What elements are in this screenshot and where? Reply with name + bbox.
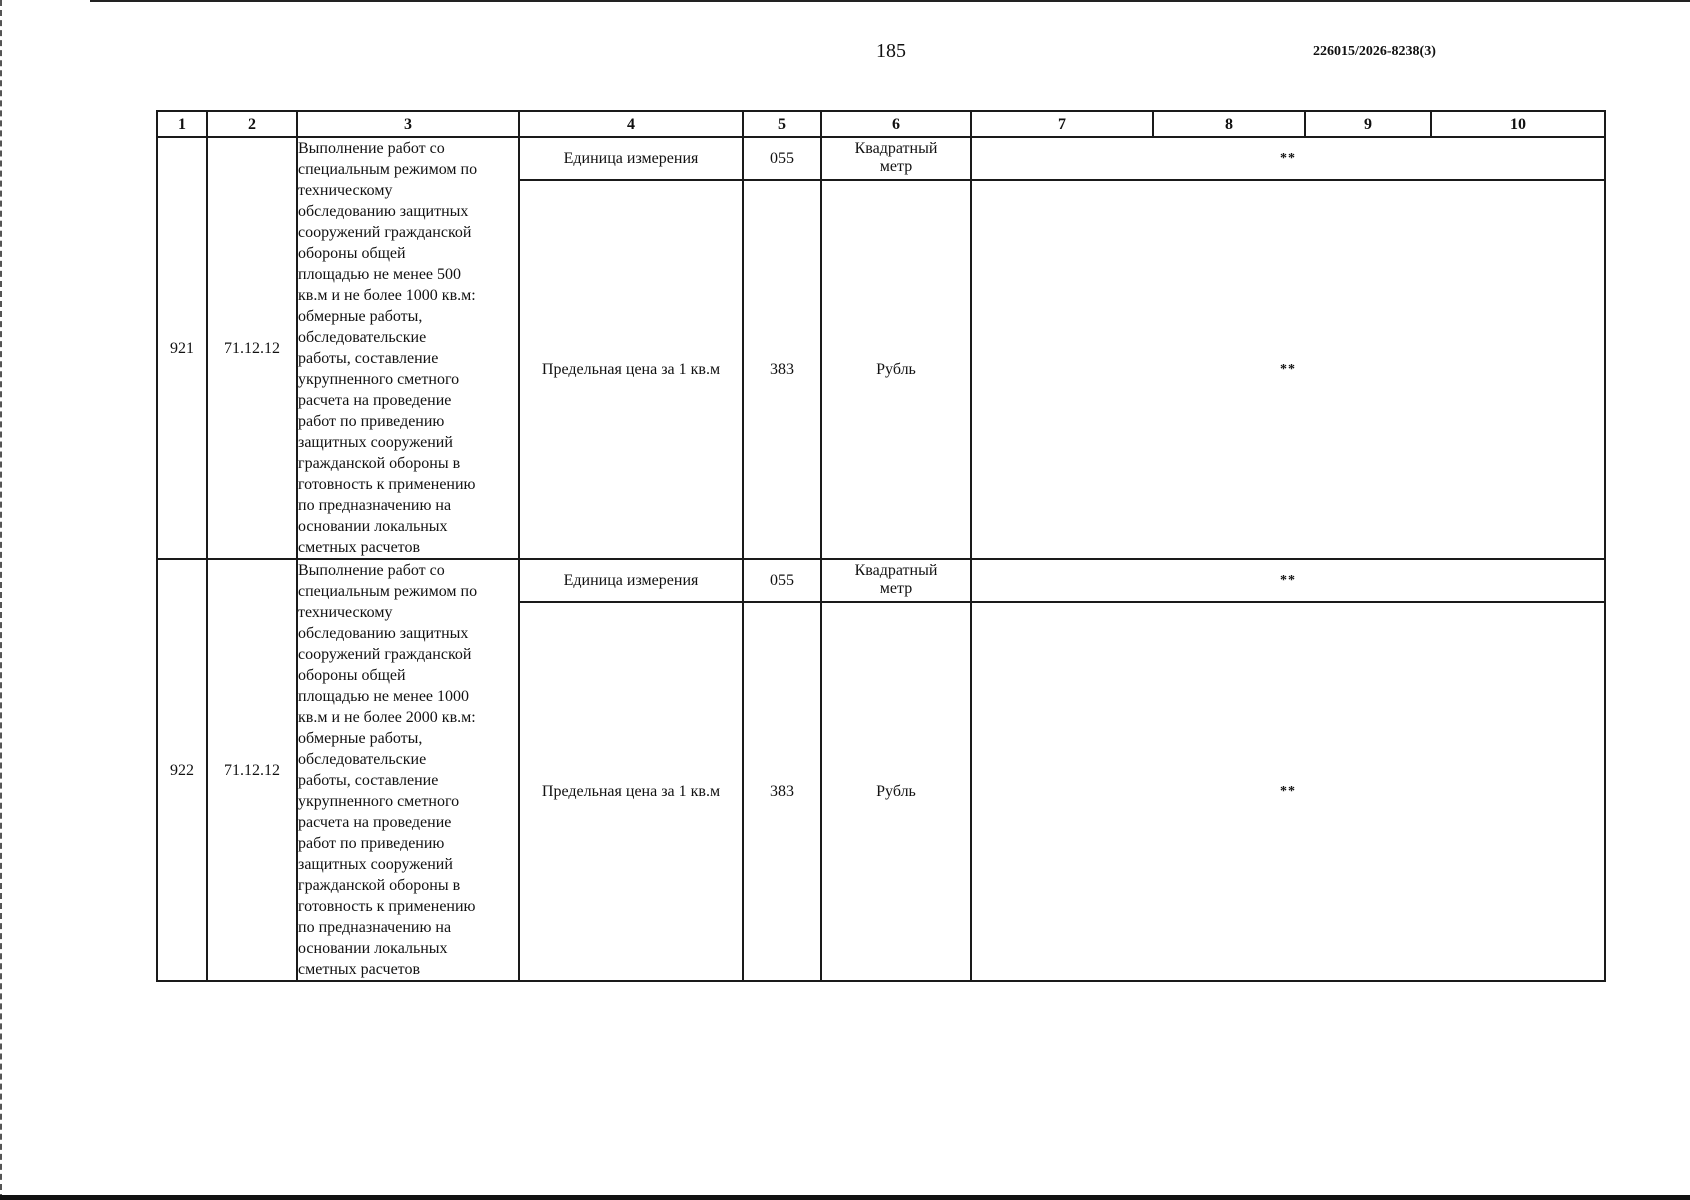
- column-header: 10: [1431, 111, 1605, 137]
- table-row: [157, 559, 1605, 602]
- price-label: Предельная цена за 1 кв.м: [519, 180, 743, 560]
- row-number: 921: [157, 137, 207, 559]
- price-label: Предельная цена за 1 кв.м: [519, 602, 743, 982]
- column-header: 7: [971, 111, 1153, 137]
- column-header: 9: [1305, 111, 1431, 137]
- column-header: 8: [1153, 111, 1305, 137]
- okpd-code: 71.12.12: [207, 559, 297, 981]
- price-value: **: [971, 602, 1605, 982]
- price-unit: Рубль: [821, 180, 971, 560]
- scan-edge-left: [0, 0, 5, 1200]
- scan-edge-bottom: [0, 1195, 1690, 1200]
- item-description: Выполнение работ со специальным режимом по техническому обследованию защитных сооружений гражданской обороны общей площадью не менее 500 кв.м и не более 1000 кв.м: обмерные работы, обследовательские работы, составление укрупненного сметного расчета на проведение работ по приведению защитных сооружений гражданской обороны в готовность к применению по предназначению на основании локальных сметных расчетов: [297, 137, 519, 559]
- column-header: 2: [207, 111, 297, 137]
- unit-value: **: [971, 137, 1605, 180]
- column-header: 4: [519, 111, 743, 137]
- okpd-code: 71.12.12: [207, 137, 297, 559]
- page-number: 185: [876, 40, 906, 62]
- column-header: 5: [743, 111, 821, 137]
- price-table: [156, 110, 1606, 982]
- column-header: 1: [157, 111, 207, 137]
- table-row: [157, 137, 1605, 180]
- header-row: [157, 111, 1605, 137]
- row-number: 922: [157, 559, 207, 981]
- column-header: 6: [821, 111, 971, 137]
- unit-name: Квадратный метр: [821, 559, 971, 602]
- scan-edge-top: [90, 0, 1690, 2]
- unit-label: Единица измерения: [519, 137, 743, 180]
- price-unit: Рубль: [821, 602, 971, 982]
- price-code: 383: [743, 602, 821, 982]
- unit-name: Квадратный метр: [821, 137, 971, 180]
- unit-code: 055: [743, 137, 821, 180]
- unit-value: **: [971, 559, 1605, 602]
- unit-code: 055: [743, 559, 821, 602]
- price-code: 383: [743, 180, 821, 560]
- column-header: 3: [297, 111, 519, 137]
- unit-label: Единица измерения: [519, 559, 743, 602]
- item-description: Выполнение работ со специальным режимом по техническому обследованию защитных сооружений гражданской обороны общей площадью не менее 1000 кв.м и не более 2000 кв.м: обмерные работы, обследовательские работы, составление укрупненного сметного расчета на проведение работ по приведению защитных сооружений гражданской обороны в готовность к применению по предназначению на основании локальных сметных расчетов: [297, 559, 519, 981]
- price-value: **: [971, 180, 1605, 560]
- document-code: 226015/2026-8238(3): [1313, 44, 1436, 59]
